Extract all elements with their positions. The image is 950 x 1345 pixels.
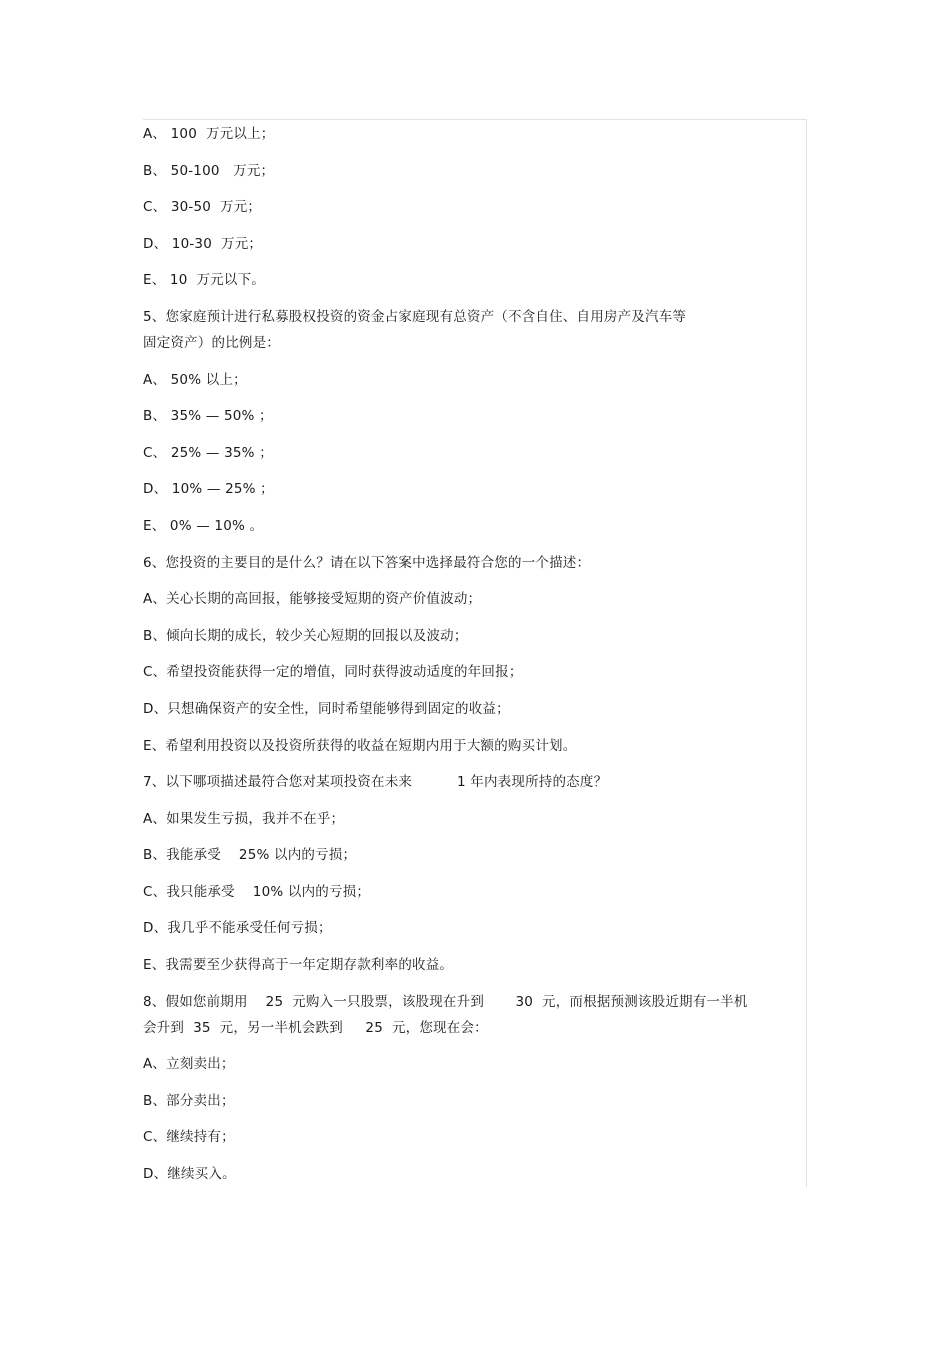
question-8-line-1: 8、假如您前期用 25 元购入一只股票，该股现在升到 30 元，而根据预测该股近期有一半机 <box>143 993 748 1010</box>
option-c-q5: C、 25% — 35% ； <box>143 444 273 461</box>
option-a-q7: A、如果发生亏损，我并不在乎； <box>143 810 345 827</box>
question-7: 7、以下哪项描述最符合您对某项投资在未来 1 年内表现所持的态度？ <box>143 774 608 791</box>
option-a-q5: A、 50% 以上； <box>143 371 247 388</box>
question-5-line-1: 5、您家庭预计进行私募股权投资的资金占家庭现有总资产（不含自住、自用房产及汽车等 <box>143 308 687 325</box>
option-b-q4: B、 50-100 万元； <box>143 162 275 179</box>
option-e-q6: E、希望利用投资以及投资所获得的收益在短期内用于大额的购买计划。 <box>143 737 577 754</box>
option-c-q4: C、 30-50 万元； <box>143 199 262 216</box>
option-d-q5: D、 10% — 25% ； <box>143 481 274 498</box>
question-8-line-2: 会升到 35 元，另一半机会跌到 25 元，您现在会： <box>143 1019 488 1036</box>
option-a-q4: A、 100 万元以上； <box>143 126 275 142</box>
option-e-q7: E、我需要至少获得高于一年定期存款利率的收益。 <box>143 957 454 974</box>
option-c-q6: C、希望投资能获得一定的增值，同时获得波动适度的年回报； <box>143 664 523 681</box>
option-d-q7: D、我几乎不能承受任何亏损； <box>143 920 332 937</box>
option-e-q5: E、 0% — 10% 。 <box>143 517 264 534</box>
question-5-line-2: 固定资产）的比例是： <box>143 334 280 351</box>
option-c-q7: C、我只能承受 10% 以内的亏损； <box>143 883 371 900</box>
option-d-q4: D、 10-30 万元； <box>143 235 263 252</box>
option-e-q4: E、 10 万元以下。 <box>143 272 265 289</box>
option-b-q7: B、我能承受 25% 以内的亏损； <box>143 847 357 864</box>
option-d-q6: D、只想确保资产的安全性，同时希望能够得到固定的收益； <box>143 700 510 717</box>
option-b-q6: B、倾向长期的成长，较少关心短期的回报以及波动； <box>143 627 468 644</box>
document-body <box>143 124 793 1184</box>
option-a-q8: A、立刻卖出； <box>143 1056 235 1073</box>
option-b-q5: B、 35% — 50% ； <box>143 408 273 425</box>
question-6: 6、您投资的主要目的是什么？请在以下答案中选择最符合您的一个描述： <box>143 554 591 571</box>
option-a-q6: A、关心长期的高回报，能够接受短期的资产价值波动； <box>143 591 482 608</box>
option-c-q8: C、继续持有； <box>143 1129 235 1146</box>
option-b-q8: B、部分卖出； <box>143 1092 235 1109</box>
option-d-q8: D、继续买入。 <box>143 1166 236 1183</box>
